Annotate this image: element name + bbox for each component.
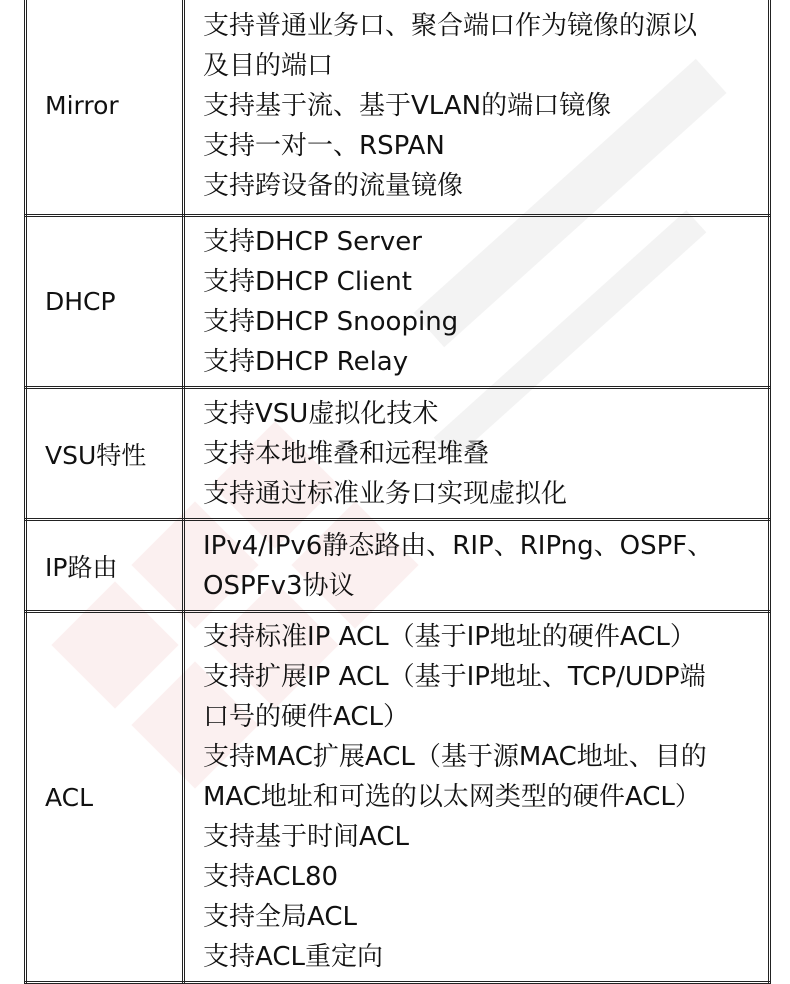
feature-desc-cell bbox=[184, 388, 770, 520]
desc-line: 及目的端口 bbox=[203, 50, 334, 81]
desc-line: 支持通过标准业务口实现虚拟化 bbox=[203, 478, 568, 509]
desc-line: 口号的硬件ACL） bbox=[203, 702, 409, 732]
feature-name: DHCP bbox=[45, 287, 116, 316]
desc-line: 支持DHCP Snooping bbox=[203, 306, 459, 337]
feature-name-cell bbox=[26, 612, 184, 983]
table-row bbox=[26, 388, 770, 520]
desc-line: 支持MAC扩展ACL（基于源MAC地址、目的 bbox=[203, 742, 707, 772]
table-row bbox=[26, 520, 770, 612]
feature-name: VSU特性 bbox=[45, 440, 147, 470]
feature-name: Mirror bbox=[45, 91, 119, 120]
desc-line: 支持跨设备的流量镜像 bbox=[203, 170, 464, 201]
desc-line: MAC地址和可选的以太网类型的硬件ACL） bbox=[203, 782, 701, 812]
feature-name-cell bbox=[26, 388, 184, 520]
desc-line: 支持DHCP Server bbox=[203, 226, 422, 257]
feature-desc-cell bbox=[184, 0, 770, 216]
table-row bbox=[26, 0, 770, 216]
desc-line: 支持DHCP Relay bbox=[203, 346, 409, 377]
desc-line: 支持一对一、RSPAN bbox=[203, 130, 445, 161]
desc-line: OSPFv3协议 bbox=[203, 570, 355, 601]
feature-desc-cell bbox=[184, 216, 770, 388]
table-row bbox=[26, 216, 770, 388]
feature-name-cell bbox=[26, 520, 184, 612]
desc-line: 支持标准IP ACL（基于IP地址的硬件ACL） bbox=[203, 622, 696, 652]
feature-desc-cell bbox=[184, 612, 770, 983]
feature-name-cell bbox=[26, 0, 184, 216]
desc-line: 支持VSU虚拟化技术 bbox=[203, 398, 439, 429]
desc-line: 支持ACL重定向 bbox=[203, 942, 383, 972]
spec-table bbox=[24, 0, 771, 984]
feature-desc-cell bbox=[184, 520, 770, 612]
desc-line: 支持普通业务口、聚合端口作为镜像的源以 bbox=[203, 10, 698, 41]
feature-name-cell bbox=[26, 216, 184, 388]
desc-line: 支持基于时间ACL bbox=[203, 822, 409, 852]
desc-line: 支持DHCP Client bbox=[203, 266, 412, 297]
desc-line: 支持本地堆叠和远程堆叠 bbox=[203, 438, 490, 469]
desc-line: 支持全局ACL bbox=[203, 902, 357, 932]
table-row bbox=[26, 612, 770, 983]
desc-line: 支持ACL80 bbox=[203, 862, 339, 892]
desc-line: 支持扩展IP ACL（基于IP地址、TCP/UDP端 bbox=[203, 662, 706, 692]
desc-line: IPv4/IPv6静态路由、RIP、RIPng、OSPF、 bbox=[203, 530, 714, 561]
feature-name: IP路由 bbox=[45, 552, 118, 582]
feature-name: ACL bbox=[45, 782, 94, 812]
desc-line: 支持基于流、基于VLAN的端口镜像 bbox=[203, 90, 612, 121]
